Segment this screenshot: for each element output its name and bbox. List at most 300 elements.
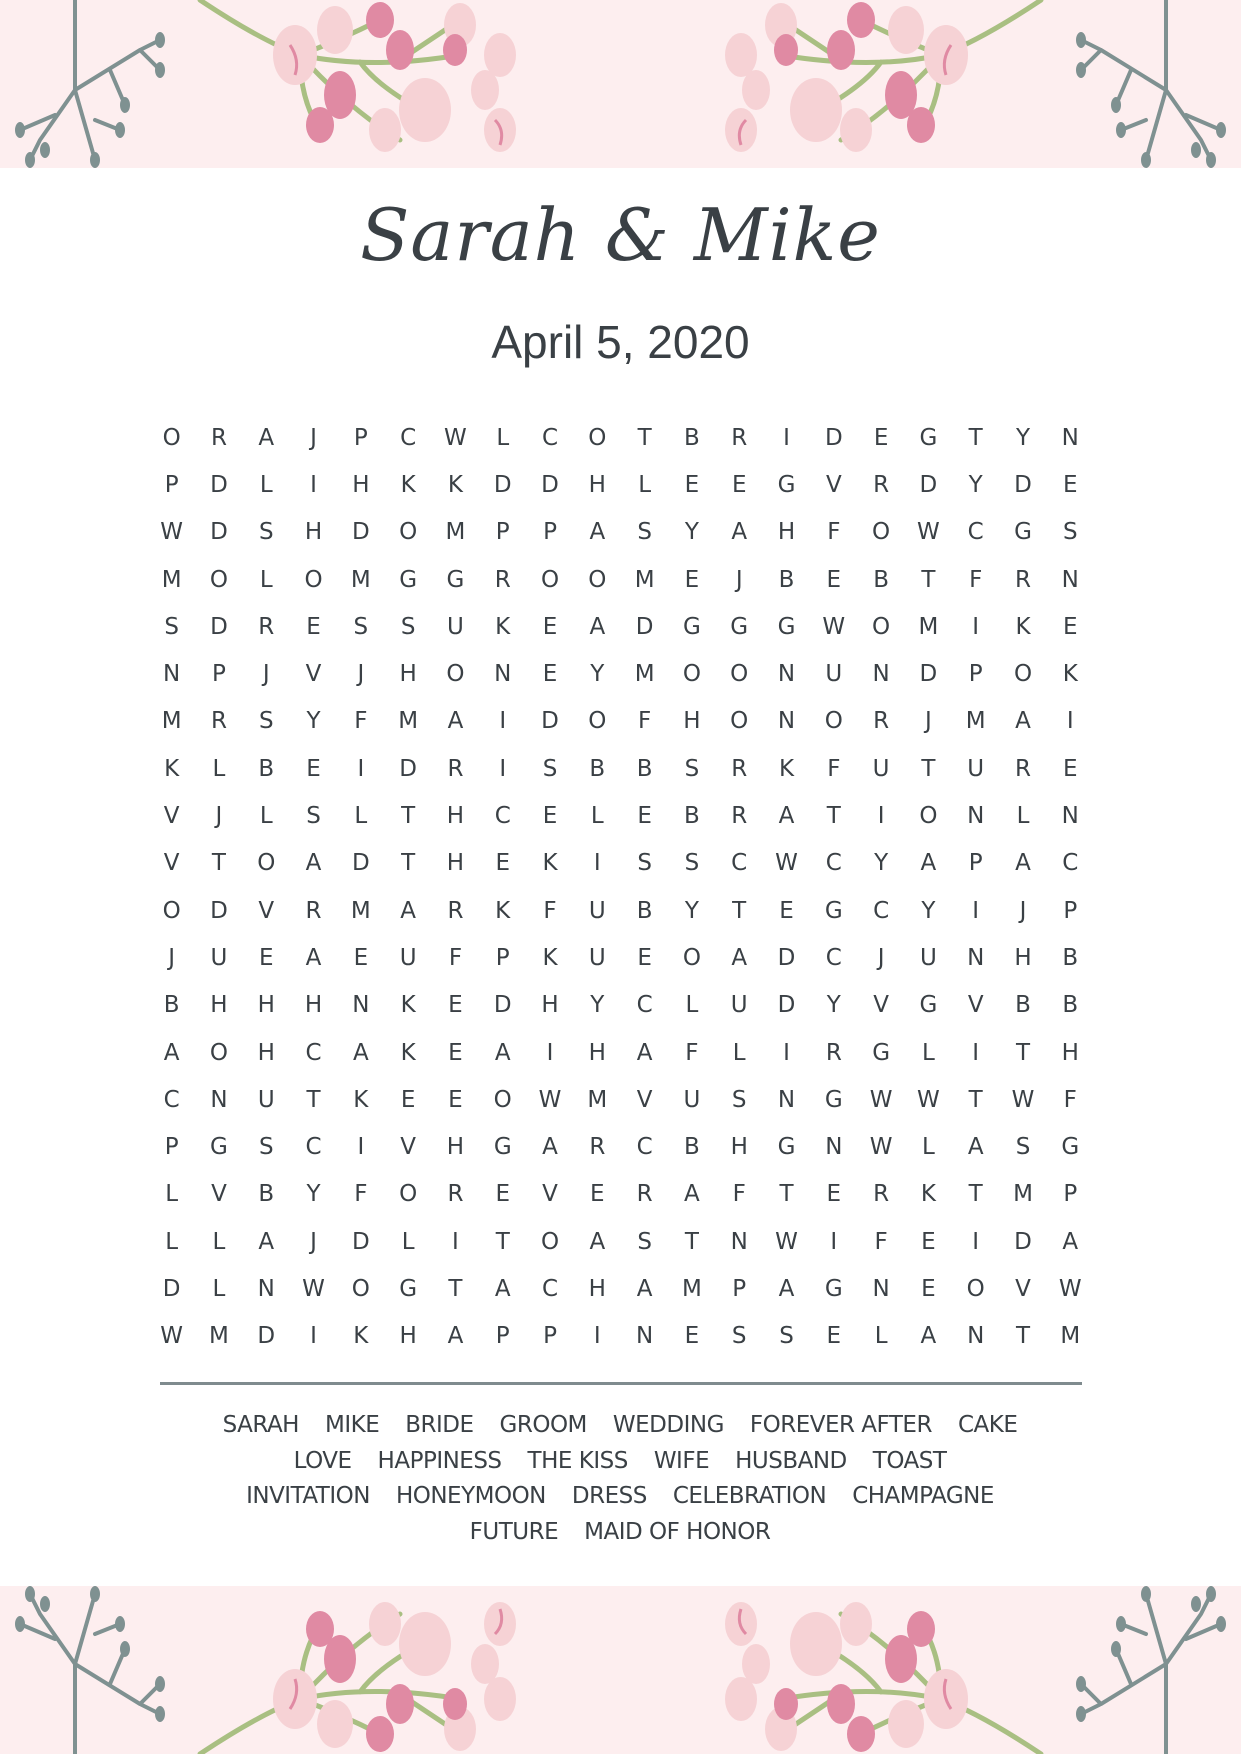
grid-letter: E [353,944,369,971]
grid-letter: O [824,708,843,735]
grid-letter: K [400,1039,416,1066]
grid-letter: L [732,1039,746,1066]
word-list-item: DRESS [571,1483,647,1509]
grid-letter: A [778,1275,795,1302]
grid-letter: E [1063,613,1078,640]
branch-icon [15,0,165,168]
grid-letter: C [305,1039,322,1066]
grid-letter: E [826,566,842,593]
grid-letter: C [825,944,842,971]
grid-letter: A [636,1275,653,1302]
wedding-date: April 5, 2020 [491,316,750,368]
grid-letter: V [305,661,322,688]
grid-letter: N [257,1275,275,1302]
grid-letter: Y [1015,424,1031,451]
grid-letter: G [210,1134,228,1161]
grid-letter: R [731,803,748,830]
grid-letter: E [400,1086,416,1113]
grid-letter: L [496,424,510,451]
grid-letter: L [259,803,273,830]
grid-letter: Y [684,519,699,546]
word-list-item: GROOM [499,1412,587,1438]
grid-letter: E [448,992,463,1019]
grid-letter: D [1014,471,1032,498]
grid-letter: O [399,1181,418,1208]
grid-letter: H [588,471,606,498]
word-list-line [150,1479,1090,1515]
grid-letter: H [399,1323,417,1350]
grid-letter: Y [590,992,605,1019]
grid-letter: U [210,944,228,971]
grid-letter: D [777,992,796,1019]
grid-letter: C [305,1134,322,1161]
grid-letter: D [824,424,843,451]
grid-letter: K [1015,613,1031,640]
grid-letter: T [1015,1323,1031,1350]
grid-letter: V [258,897,275,924]
grid-letter: T [1015,1039,1031,1066]
grid-letter: M [918,613,939,640]
grid-letter: A [400,897,416,924]
grid-letter: T [684,1228,699,1255]
grid-letter: B [1015,992,1031,1019]
grid-letter: C [541,424,559,451]
grid-letter: H [399,661,417,688]
grid-letter: N [777,708,796,735]
grid-letter: S [258,1134,274,1161]
grid-letter: H [257,1039,275,1066]
grid-letter: W [538,1086,562,1113]
grid-letter: I [593,850,601,877]
grid-letter: W [160,519,184,546]
grid-letter: H [588,1039,606,1066]
grid-letter: C [163,1086,180,1113]
grid-letter: Y [921,897,936,924]
grid-letter: E [542,803,558,830]
grid-letter: B [163,992,180,1019]
grid-letter: H [446,803,465,830]
floral-decoration-icon [0,1586,1241,1754]
grid-letter: S [1062,519,1078,546]
grid-letter: F [874,1228,888,1255]
word-list-item: HONEYMOON [395,1483,546,1509]
grid-letter: E [731,471,747,498]
grid-letter: J [357,661,365,688]
grid-letter: E [826,1323,842,1350]
grid-letter: W [869,1086,893,1113]
grid-letter: E [684,566,700,593]
grid-letter: C [541,1275,559,1302]
grid-letter: J [262,661,270,688]
grid-letter: N [967,944,985,971]
grid-letter: L [921,1039,935,1066]
grid-letter: G [777,471,796,498]
grid-letter: D [210,519,228,546]
grid-letter: A [778,803,795,830]
grid-letter: N [967,1323,985,1350]
grid-letter: I [972,1228,980,1255]
grid-letter: W [869,1134,893,1161]
grid-letter: Y [590,661,605,688]
grid-letter: T [401,850,416,877]
grid-letter: D [541,471,559,498]
grid-letter: O [682,944,701,971]
word-list-item: BRIDE [405,1412,474,1438]
grid-letter: D [351,850,370,877]
grid-letter: M [587,1086,608,1113]
grid-letter: T [921,755,936,782]
grid-letter: C [873,897,890,924]
grid-letter: F [638,708,652,735]
word-list-item: THE KISS [527,1447,628,1474]
grid-letter: L [638,471,652,498]
grid-letter: U [588,944,606,971]
grid-letter: D [1014,1228,1032,1255]
grid-letter: J [877,944,885,971]
grid-letter: D [210,897,228,924]
grid-letter: R [873,471,890,498]
grid-letter: L [212,1275,226,1302]
grid-letter: I [499,755,507,782]
grid-letter: I [1066,708,1074,735]
grid-letter: K [495,897,511,924]
grid-letter: L [212,755,226,782]
grid-letter: O [588,708,607,735]
grid-letter: U [967,755,985,782]
word-list-item: HUSBAND [735,1447,847,1474]
grid-letter: E [1063,755,1078,782]
grid-letter: N [872,661,890,688]
grid-letter: A [589,519,606,546]
grid-letter: R [494,566,511,593]
grid-letter: A [305,850,322,877]
grid-letter: G [399,566,418,593]
grid-letter: E [684,1323,700,1350]
grid-letter: G [777,1134,796,1161]
grid-letter: S [731,1086,747,1113]
grid-letter: J [925,708,932,735]
word-list-item: CELEBRATION [672,1483,827,1509]
grid-letter: B [1062,944,1079,971]
word-list-item: MIKE [324,1412,380,1438]
grid-letter: P [543,519,557,546]
grid-letter: W [917,1086,940,1113]
grid-letter: W [775,850,798,877]
grid-letter: P [543,1323,557,1350]
word-list-line [150,1515,1090,1551]
grid-letter: I [499,708,507,735]
grid-letter: Y [306,708,321,735]
grid-letter: E [495,850,510,877]
grid-letter: N [825,1134,843,1161]
grid-letter: T [968,424,983,451]
grid-letter: E [637,803,652,830]
grid-letter: G [1014,519,1032,546]
grid-letter: U [257,1086,275,1113]
grid-letter: A [589,613,606,640]
grid-letter: U [919,944,937,971]
grid-letter: R [1015,755,1031,782]
grid-letter: E [448,1039,463,1066]
grid-letter: O [540,566,560,593]
grid-letter: B [636,755,653,782]
grid-letter: F [1063,1086,1077,1113]
grid-letter: O [588,424,607,451]
grid-letter: D [493,992,512,1019]
grid-letter: M [445,519,466,546]
grid-letter: K [400,471,416,498]
word-list-item: CHAMPAGNE [852,1483,994,1509]
grid-letter: R [305,897,322,924]
grid-letter: V [163,803,180,830]
grid-letter: S [1015,1134,1031,1161]
grid-letter: F [543,897,557,924]
grid-letter: T [211,850,226,877]
grid-letter: H [588,1275,606,1302]
grid-letter: I [452,1228,459,1255]
grid-letter: J [215,803,223,830]
grid-letter: O [966,1275,985,1302]
grid-letter: D [493,471,512,498]
grid-letter: D [162,1275,181,1302]
grid-letter: E [779,897,794,924]
grid-letter: D [210,471,228,498]
grid-letter: J [1019,897,1027,924]
grid-letter: W [1058,1275,1082,1302]
grid-letter: A [1015,708,1031,735]
grid-letter: V [636,1086,653,1113]
grid-letter: N [777,661,796,688]
grid-letter: F [448,944,463,971]
word-list-line [150,1408,1090,1444]
grid-letter: E [921,1228,936,1255]
grid-letter: K [495,613,511,640]
grid-letter: M [681,1275,702,1302]
grid-letter: N [967,803,985,830]
grid-letter: E [495,1181,510,1208]
grid-letter: A [731,519,748,546]
grid-letter: P [495,1323,510,1350]
grid-letter: E [637,944,652,971]
grid-letter: M [350,897,371,924]
grid-letter: U [588,897,606,924]
grid-letter: V [211,1181,227,1208]
grid-letter: L [259,471,273,498]
grid-letter: S [306,803,321,830]
grid-letter: S [353,613,369,640]
grid-letter: V [163,850,180,877]
grid-letter: D [919,661,938,688]
grid-letter: U [825,661,843,688]
grid-letter: R [210,424,227,451]
grid-letter: D [541,708,559,735]
grid-letter: L [1016,803,1030,830]
grid-letter: B [1062,992,1079,1019]
grid-letter: S [684,755,700,782]
grid-letter: W [444,424,467,451]
grid-letter: A [352,1039,369,1066]
grid-letter: O [588,566,607,593]
grid-letter: H [1014,944,1032,971]
grid-letter: F [827,519,841,546]
grid-letter: R [210,708,227,735]
grid-letter: Y [874,850,889,877]
grid-letter: M [161,708,182,735]
grid-letter: F [827,755,841,782]
grid-letter: L [874,1323,888,1350]
grid-letter: I [877,803,885,830]
grid-letter: T [306,1086,321,1113]
grid-letter: Y [684,897,699,924]
grid-letter: S [258,708,274,735]
grid-letter: A [920,850,937,877]
grid-letter: P [968,661,983,688]
grid-letter: N [730,1228,748,1255]
grid-letter: F [732,1181,746,1208]
grid-letter: E [448,1086,463,1113]
grid-letter: P [212,661,226,688]
grid-letter: H [304,992,323,1019]
grid-letter: B [778,566,795,593]
grid-letter: D [351,519,370,546]
grid-letter: N [494,661,512,688]
grid-letter: K [447,471,463,498]
grid-letter: F [685,1039,699,1066]
grid-letter: M [634,566,655,593]
grid-letter: H [730,1134,748,1161]
grid-letter: S [637,1228,652,1255]
grid-letter: W [160,1323,184,1350]
grid-letter: L [401,1228,415,1255]
grid-letter: D [777,944,796,971]
grid-letter: S [637,519,652,546]
grid-letter: H [304,519,323,546]
grid-letter: A [920,1323,937,1350]
grid-letter: F [969,566,983,593]
grid-letter: O [304,566,323,593]
word-list-line [150,1444,1090,1480]
grid-letter: F [354,708,368,735]
grid-letter: H [446,1134,465,1161]
grid-letter: G [493,1134,512,1161]
branch-icon [1076,0,1226,168]
grid-letter: G [777,613,796,640]
grid-letter: M [350,566,371,593]
grid-letter: R [873,708,890,735]
grid-letter: O [209,1039,228,1066]
grid-letter: Y [306,1181,321,1208]
grid-letter: B [873,566,889,593]
word-list-item: MAID OF HONOR [584,1518,771,1545]
word-list-item: WIFE [653,1447,710,1474]
grid-letter: D [919,471,938,498]
grid-letter: G [919,992,938,1019]
grid-letter: L [212,1228,226,1255]
grid-letter: I [357,755,365,782]
grid-letter: L [165,1228,179,1255]
grid-letter: G [1061,1134,1080,1161]
grid-letter: R [731,424,748,451]
grid-letter: T [968,1086,983,1113]
grid-letter: R [731,755,748,782]
grid-letter: K [400,992,416,1019]
floral-decoration-icon [0,0,1241,168]
grid-letter: H [352,471,370,498]
grid-letter: K [778,755,795,782]
grid-letter: H [777,519,796,546]
grid-letter: F [354,1181,368,1208]
grid-letter: O [872,613,891,640]
grid-letter: D [351,1228,370,1255]
word-list-item: WEDDING [612,1412,724,1438]
grid-letter: C [636,992,653,1019]
grid-letter: L [259,566,273,593]
grid-letter: J [310,1228,317,1255]
grid-letter: V [542,1181,558,1208]
grid-letter: T [968,1181,983,1208]
flower-spray-icon [725,1602,1041,1754]
grid-letter: J [735,566,743,593]
grid-letter: G [824,1086,843,1113]
grid-letter: I [593,1323,601,1350]
grid-letter: W [917,519,940,546]
grid-letter: B [684,424,700,451]
grid-letter: I [310,471,317,498]
grid-letter: A [967,1134,984,1161]
grid-letter: O [446,661,465,688]
grid-letter: C [400,424,417,451]
word-list-item: TOAST [872,1447,947,1474]
grid-letter: R [589,1134,606,1161]
grid-letter: V [400,1134,416,1161]
grid-letter: N [1061,424,1079,451]
grid-letter: O [162,424,181,451]
grid-letter: C [1062,850,1079,877]
flower-spray-icon [725,0,1041,152]
grid-letter: G [399,1275,418,1302]
grid-letter: N [1061,566,1079,593]
flower-spray-icon [200,1602,516,1754]
grid-letter: N [1061,803,1079,830]
grid-letter: I [310,1323,317,1350]
grid-letter: D [210,613,228,640]
grid-letter: J [310,424,317,451]
grid-letter: S [637,850,652,877]
grid-letter: O [493,1086,512,1113]
word-list-item: INVITATION [246,1483,370,1509]
grid-letter: J [168,944,176,971]
grid-letter: E [306,613,321,640]
grid-letter: G [730,613,749,640]
grid-letter: N [352,992,370,1019]
grid-letter: L [921,1134,935,1161]
grid-letter: L [590,803,604,830]
grid-letter: S [400,613,416,640]
grid-letter: O [1013,661,1033,688]
grid-letter: U [872,755,890,782]
grid-letter: E [873,424,889,451]
grid-letter: I [546,1039,554,1066]
grid-letter: H [541,992,559,1019]
grid-letter: E [306,755,321,782]
grid-letter: W [302,1275,325,1302]
grid-letter: G [919,424,938,451]
grid-letter: P [164,1134,179,1161]
grid-letter: S [542,755,558,782]
grid-letter: V [967,992,984,1019]
grid-letter: E [684,471,700,498]
grid-letter: O [351,1275,370,1302]
